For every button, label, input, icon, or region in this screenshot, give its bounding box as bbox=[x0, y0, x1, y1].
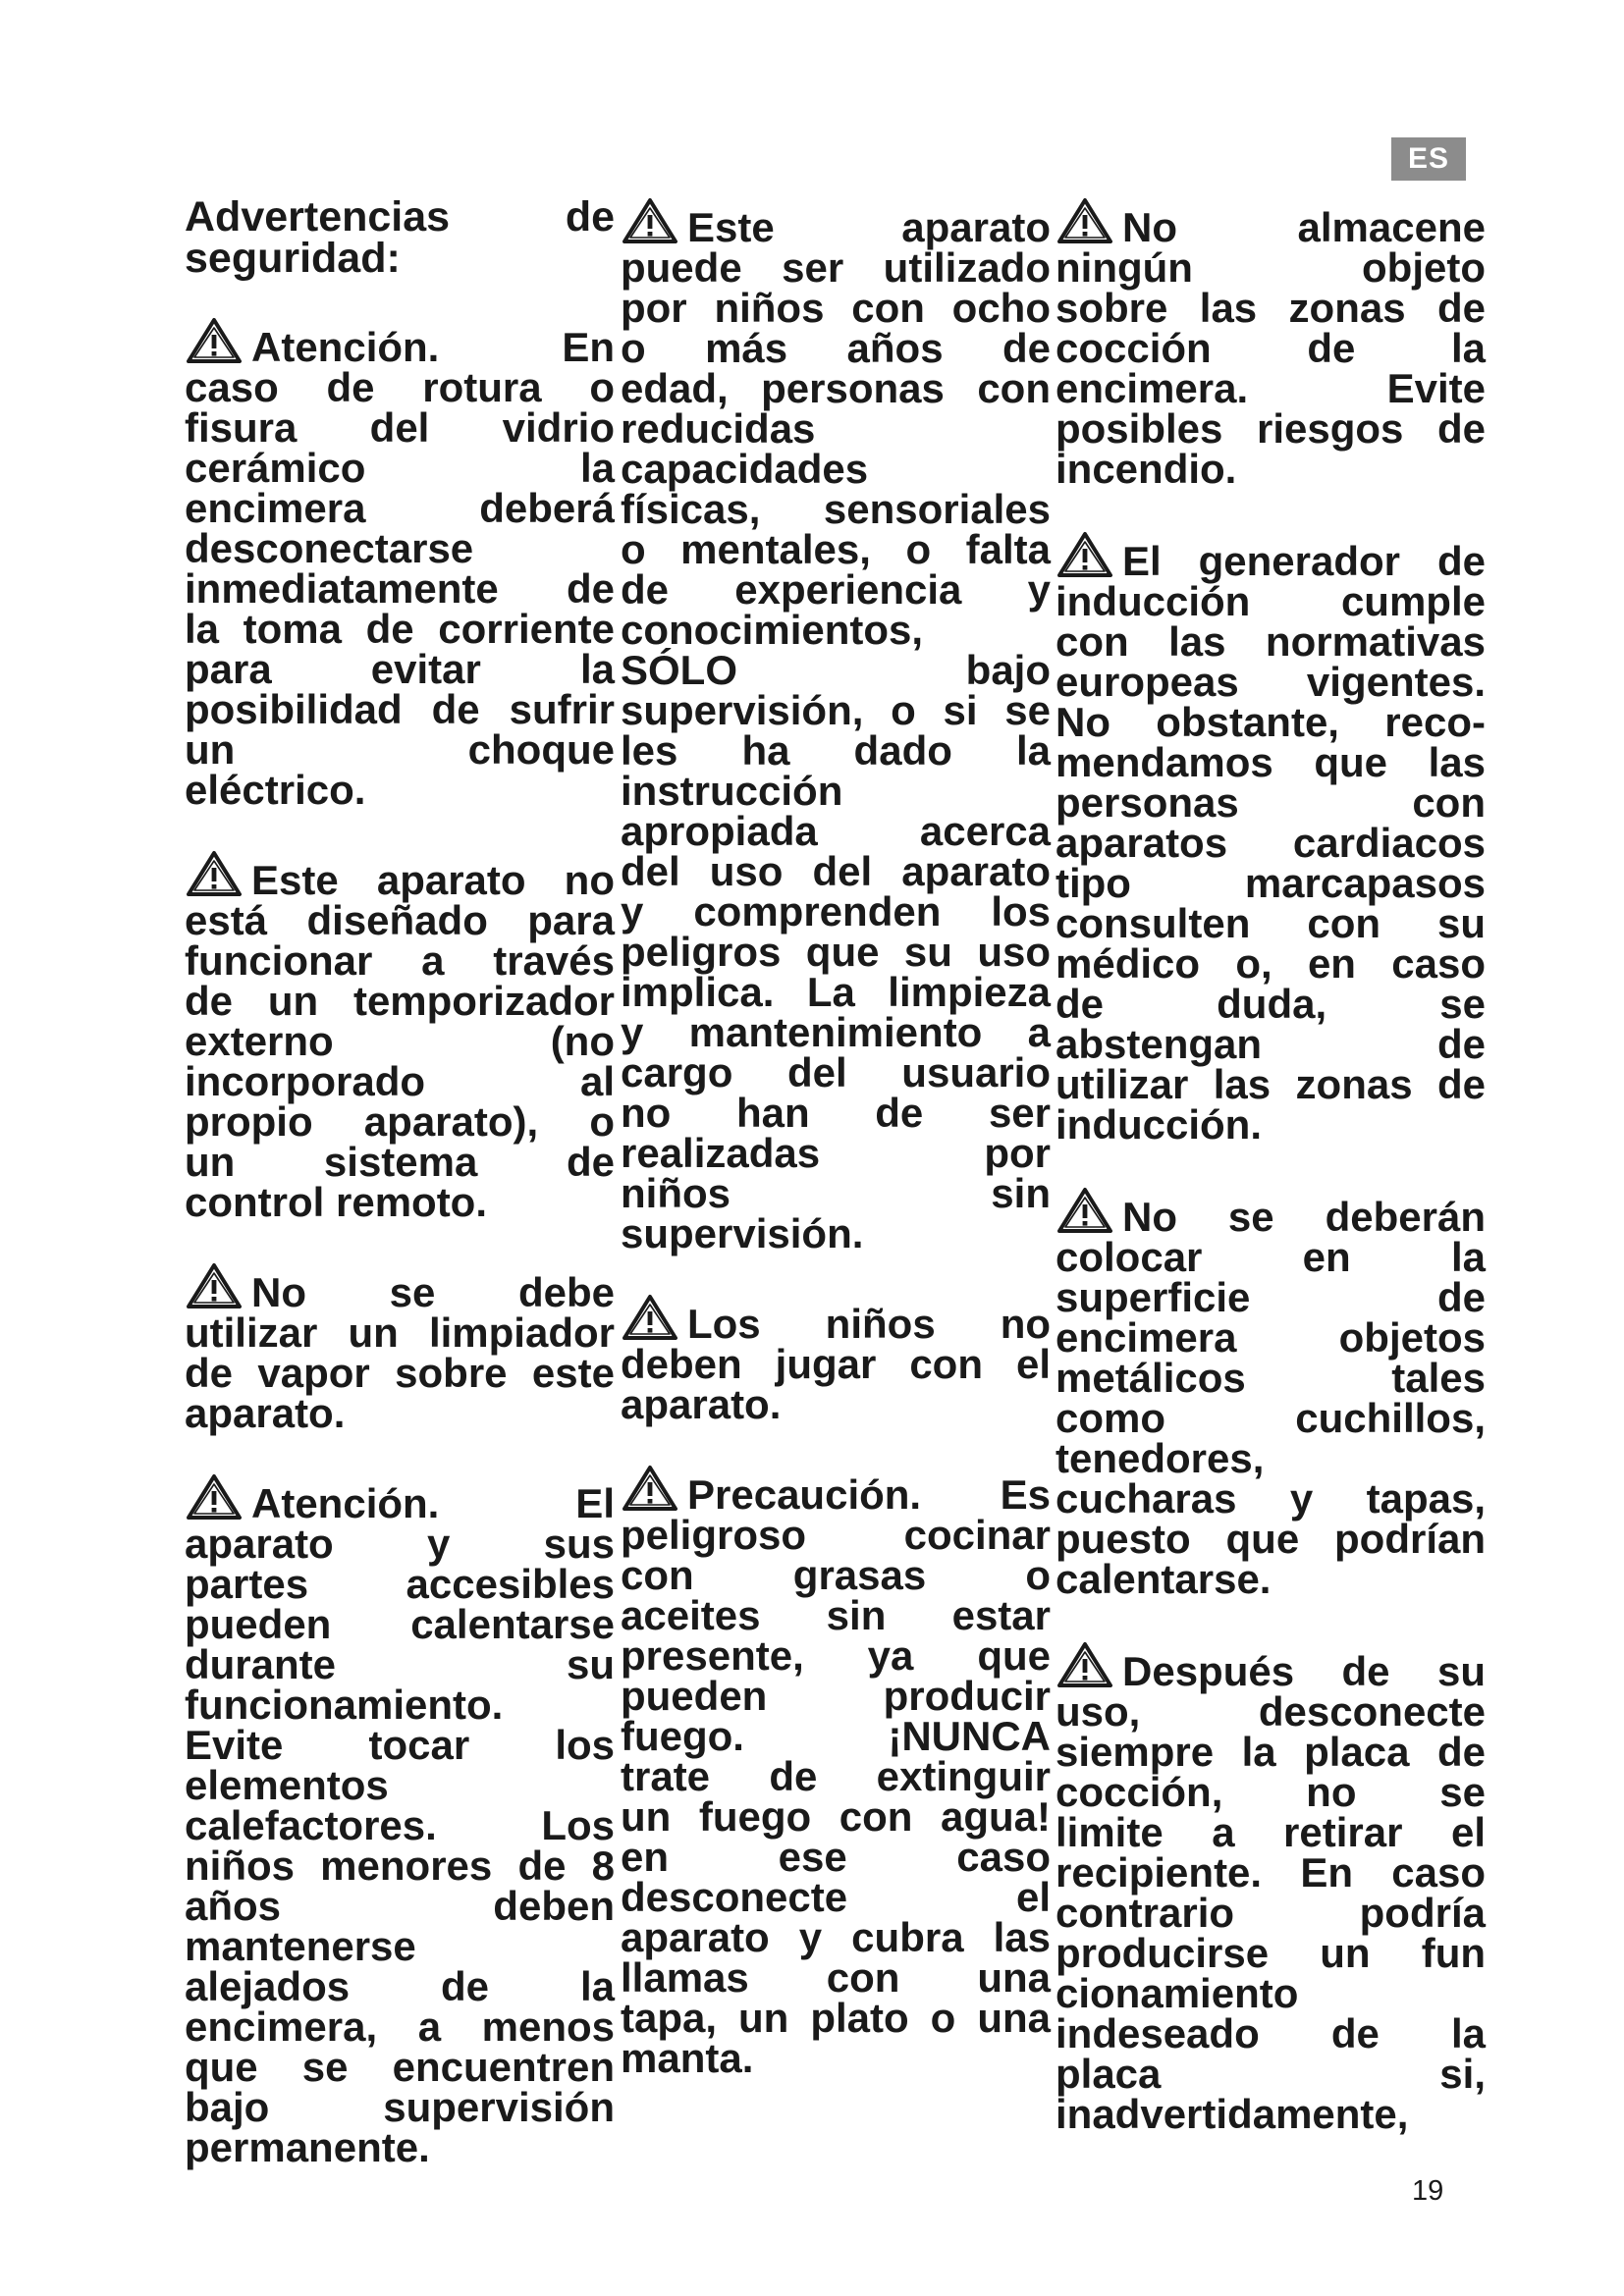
text-line bbox=[621, 1210, 1051, 1256]
line-text: cocción de la bbox=[1056, 325, 1486, 371]
line-text: inmediatamente de bbox=[185, 565, 615, 612]
text-line bbox=[1056, 1395, 1486, 1441]
line-text: presente, ya que bbox=[621, 1632, 1051, 1679]
text-line bbox=[185, 1923, 615, 1969]
line-text: un sistema de bbox=[185, 1139, 615, 1185]
warning-triangle-icon bbox=[185, 316, 244, 365]
line-text: no han de ser bbox=[621, 1090, 1051, 1136]
line-text: puede ser utilizado bbox=[621, 244, 1051, 291]
line-text: calentarse. bbox=[1056, 1556, 1272, 1602]
text-line bbox=[1056, 1556, 1486, 1602]
line-text: mendamos que las bbox=[1056, 739, 1486, 785]
warning-triangle-icon bbox=[621, 1293, 679, 1342]
line-text: aparatos cardiacos bbox=[1056, 820, 1486, 866]
line-text: llamas con una bbox=[621, 1954, 1051, 2001]
text-line bbox=[621, 405, 1051, 452]
line-text: conocimientos, bbox=[621, 607, 924, 653]
line-text: reducidas bbox=[621, 405, 816, 452]
text-line bbox=[185, 937, 615, 984]
line-text: placa si, bbox=[1056, 2051, 1486, 2097]
line-text: encimera objetos bbox=[1056, 1314, 1486, 1361]
text-line bbox=[621, 1995, 1051, 2041]
line-text: aparato y cubra las bbox=[621, 1914, 1051, 1960]
line-text: desconectarse bbox=[185, 525, 474, 571]
line-text: realizadas por bbox=[621, 1130, 1051, 1176]
line-text: bajo supervisión bbox=[185, 2084, 615, 2130]
text-line bbox=[1056, 1061, 1486, 1107]
text-line bbox=[621, 1293, 1051, 1347]
line-text: puesto que podrían bbox=[1056, 1516, 1486, 1562]
line-text: o más años de bbox=[621, 325, 1051, 371]
language-badge: ES bbox=[1391, 137, 1466, 181]
line-text: trate de extinguir bbox=[621, 1753, 1051, 1799]
text-line bbox=[185, 2084, 615, 2130]
warning-triangle-icon bbox=[185, 1472, 244, 1522]
line-text: durante su bbox=[185, 1641, 615, 1687]
text-line bbox=[185, 445, 615, 491]
line-text: edad, personas con bbox=[621, 365, 1051, 411]
text-line bbox=[185, 1802, 615, 1848]
text-line bbox=[185, 1722, 615, 1768]
text-line bbox=[185, 1601, 615, 1647]
line-text: posibilidad de sufrir bbox=[185, 686, 615, 732]
text-line bbox=[185, 1883, 615, 1929]
text-line bbox=[1056, 285, 1486, 331]
text-line bbox=[185, 2124, 615, 2170]
line-text: por niños con ocho bbox=[621, 285, 1051, 331]
text-line bbox=[1056, 446, 1486, 492]
text-line bbox=[185, 1762, 615, 1808]
text-line bbox=[1056, 1890, 1486, 1936]
text-line bbox=[621, 1753, 1051, 1799]
warning-marcapasos bbox=[1056, 530, 1486, 1148]
text-line bbox=[621, 969, 1051, 1015]
text-line bbox=[185, 525, 615, 571]
text-line bbox=[621, 446, 1051, 492]
line-text: fuego. ¡NUNCA bbox=[621, 1713, 1051, 1759]
text-line bbox=[1056, 860, 1486, 906]
text-line bbox=[621, 1632, 1051, 1679]
text-line bbox=[185, 1309, 615, 1356]
text-line bbox=[1056, 1435, 1486, 1481]
line-text: cucharas y tapas, bbox=[1056, 1475, 1486, 1522]
line-text: un choque bbox=[185, 726, 615, 773]
text-line bbox=[185, 193, 615, 240]
line-text: utilizar un limpiador bbox=[185, 1309, 615, 1356]
line-text: de duda, se bbox=[1056, 981, 1486, 1027]
text-line bbox=[621, 888, 1051, 934]
section-heading bbox=[185, 193, 615, 282]
line-text: con grasas o bbox=[621, 1552, 1051, 1598]
line-text: Atención. En bbox=[251, 324, 615, 370]
text-line bbox=[185, 404, 615, 451]
line-text: que se encuentren bbox=[185, 2044, 615, 2090]
warning-triangle-icon bbox=[1056, 530, 1114, 579]
line-text: les ha dado la bbox=[621, 727, 1051, 774]
line-text: encimera. Evite bbox=[1056, 365, 1486, 411]
text-line bbox=[621, 1914, 1051, 1960]
line-text: SÓLO bajo bbox=[621, 647, 1051, 693]
line-text: ningún objeto bbox=[1056, 244, 1486, 291]
line-text: niños menores de 8 bbox=[185, 1842, 615, 1889]
line-text: supervisión, o si se bbox=[621, 687, 1051, 733]
line-text: elementos bbox=[185, 1762, 389, 1808]
line-text: funcionamiento. bbox=[185, 1682, 504, 1728]
line-text: pueden calentarse bbox=[185, 1601, 615, 1647]
line-text: capacidades bbox=[621, 446, 869, 492]
text-line bbox=[185, 1058, 615, 1104]
line-text: encimera deberá bbox=[185, 485, 615, 531]
line-text: Advertencias de bbox=[185, 193, 615, 240]
column-1 bbox=[185, 193, 615, 2207]
text-line bbox=[1056, 739, 1486, 785]
line-text: manta. bbox=[621, 2035, 754, 2081]
line-text: peligros que su uso bbox=[621, 929, 1051, 975]
line-text: superficie de bbox=[1056, 1274, 1486, 1320]
text-line bbox=[621, 647, 1051, 693]
line-text: Este aparato no bbox=[251, 857, 615, 903]
line-text: niños sin bbox=[621, 1170, 1051, 1216]
line-text: aparato. bbox=[621, 1381, 782, 1427]
text-line bbox=[185, 1842, 615, 1889]
line-text: siempre la placa de bbox=[1056, 1729, 1486, 1775]
line-text: aparato. bbox=[185, 1390, 346, 1436]
text-line bbox=[621, 1009, 1051, 1055]
warning-triangle-icon bbox=[1056, 1186, 1114, 1235]
text-line bbox=[1056, 1355, 1486, 1401]
page-number: 19 bbox=[1412, 2175, 1444, 2207]
text-line bbox=[185, 1261, 615, 1315]
text-line bbox=[1056, 2010, 1486, 2056]
warning-triangle-icon bbox=[621, 1464, 679, 1513]
text-line bbox=[621, 244, 1051, 291]
text-line bbox=[621, 727, 1051, 774]
text-line bbox=[621, 1049, 1051, 1095]
line-text: de vapor sobre este bbox=[185, 1350, 615, 1396]
warning-triangle-icon bbox=[621, 196, 679, 245]
text-line bbox=[621, 1592, 1051, 1638]
text-line bbox=[621, 365, 1051, 411]
line-text: instrucción bbox=[621, 768, 843, 814]
text-line bbox=[621, 1341, 1051, 1387]
line-text: incendio. bbox=[1056, 446, 1237, 492]
line-text: aparato y sus bbox=[185, 1521, 615, 1567]
line-text: incorporado al bbox=[185, 1058, 615, 1104]
line-text: implica. La limpieza bbox=[621, 969, 1051, 1015]
text-line bbox=[1056, 1970, 1486, 2016]
line-text: caso de rotura o bbox=[185, 364, 615, 410]
text-line bbox=[1056, 1516, 1486, 1562]
warning-temporizador bbox=[185, 849, 615, 1225]
text-line bbox=[185, 606, 615, 652]
text-line bbox=[1056, 618, 1486, 665]
text-line bbox=[185, 485, 615, 531]
text-line bbox=[185, 767, 615, 813]
line-text: partes accesibles bbox=[185, 1561, 615, 1607]
line-text: control remoto. bbox=[185, 1179, 488, 1225]
text-line bbox=[185, 646, 615, 692]
text-line bbox=[1056, 779, 1486, 826]
text-line bbox=[185, 726, 615, 773]
text-line bbox=[185, 1472, 615, 1526]
text-line bbox=[1056, 325, 1486, 371]
text-line bbox=[185, 897, 615, 943]
line-text: con las normativas bbox=[1056, 618, 1486, 665]
text-line bbox=[1056, 1688, 1486, 1735]
line-text: en ese caso bbox=[621, 1834, 1051, 1880]
line-text: personas con bbox=[1056, 779, 1486, 826]
text-line bbox=[621, 1834, 1051, 1880]
line-text: la toma de corriente bbox=[185, 606, 615, 652]
text-line bbox=[1056, 578, 1486, 624]
text-line bbox=[621, 1713, 1051, 1759]
line-text: seguridad: bbox=[185, 235, 401, 282]
line-text: encimera, a menos bbox=[185, 2003, 615, 2050]
text-line bbox=[621, 285, 1051, 331]
line-text: abstengan de bbox=[1056, 1021, 1486, 1067]
text-line bbox=[1056, 699, 1486, 745]
line-text: recipiente. En caso bbox=[1056, 1849, 1486, 1896]
text-line bbox=[621, 687, 1051, 733]
line-text: médico o, en caso bbox=[1056, 940, 1486, 987]
line-text: alejados de la bbox=[185, 1963, 615, 2009]
line-text: Atención. El bbox=[251, 1480, 615, 1526]
text-line bbox=[185, 978, 615, 1024]
text-line bbox=[621, 929, 1051, 975]
text-line bbox=[185, 235, 615, 282]
line-text: producirse un fun bbox=[1056, 1930, 1486, 1976]
warning-triangle-icon bbox=[185, 1261, 244, 1310]
line-text: cerámico la bbox=[185, 445, 615, 491]
text-line bbox=[621, 607, 1051, 653]
line-text: desconecte el bbox=[621, 1874, 1051, 1920]
warning-ninos-jugar bbox=[621, 1293, 1051, 1427]
column-2 bbox=[621, 196, 1051, 2117]
text-line bbox=[1056, 1930, 1486, 1976]
warning-triangle-icon bbox=[1056, 1640, 1114, 1689]
text-line bbox=[185, 364, 615, 410]
text-line bbox=[185, 1521, 615, 1567]
text-line bbox=[621, 808, 1051, 854]
line-text: años deben bbox=[185, 1883, 615, 1929]
warning-grasas-aceites bbox=[621, 1464, 1051, 2081]
line-text: inducción cumple bbox=[1056, 578, 1486, 624]
text-line bbox=[185, 1139, 615, 1185]
text-line bbox=[1056, 940, 1486, 987]
text-line bbox=[621, 1464, 1051, 1518]
text-line bbox=[621, 1552, 1051, 1598]
line-text: mantenerse bbox=[185, 1923, 416, 1969]
text-line bbox=[185, 2044, 615, 2090]
text-line bbox=[1056, 2091, 1486, 2137]
text-line bbox=[1056, 1475, 1486, 1522]
line-text: o mentales, o falta bbox=[621, 526, 1051, 572]
text-line bbox=[621, 1954, 1051, 2001]
line-text: del uso del aparato bbox=[621, 848, 1051, 894]
warning-no-almacenar bbox=[1056, 196, 1486, 492]
text-line bbox=[1056, 244, 1486, 291]
warning-uso-ninos bbox=[621, 196, 1051, 1254]
line-text: tipo marcapasos bbox=[1056, 860, 1486, 906]
text-line bbox=[185, 849, 615, 903]
text-line bbox=[185, 2003, 615, 2050]
line-text: El generador de bbox=[1122, 538, 1486, 584]
text-line bbox=[621, 1170, 1051, 1216]
text-line bbox=[1056, 1021, 1486, 1067]
text-line bbox=[1056, 2051, 1486, 2097]
line-text: uso, desconecte bbox=[1056, 1688, 1486, 1735]
text-line bbox=[1056, 1186, 1486, 1240]
text-line bbox=[1056, 365, 1486, 411]
text-line bbox=[621, 2035, 1051, 2081]
line-text: cocción, no se bbox=[1056, 1769, 1486, 1815]
line-text: utilizar las zonas de bbox=[1056, 1061, 1486, 1107]
text-line bbox=[185, 1682, 615, 1728]
line-text: cionamiento bbox=[1056, 1970, 1299, 2016]
line-text: eléctrico. bbox=[185, 767, 366, 813]
line-text: colocar en la bbox=[1056, 1234, 1486, 1280]
line-text: Precaución. Es bbox=[687, 1471, 1051, 1518]
line-text: limite a retirar el bbox=[1056, 1809, 1486, 1855]
text-line bbox=[185, 316, 615, 370]
text-line bbox=[1056, 1849, 1486, 1896]
line-text: propio aparato), o bbox=[185, 1098, 615, 1145]
line-text: inducción. bbox=[1056, 1101, 1262, 1148]
text-line bbox=[1056, 659, 1486, 705]
text-line bbox=[621, 1793, 1051, 1840]
text-line bbox=[1056, 196, 1486, 250]
line-text: un fuego con agua! bbox=[621, 1793, 1051, 1840]
line-text: sobre las zonas de bbox=[1056, 285, 1486, 331]
line-text: y comprenden los bbox=[621, 888, 1051, 934]
text-line bbox=[185, 1963, 615, 2009]
text-line bbox=[621, 1090, 1051, 1136]
text-line bbox=[185, 1098, 615, 1145]
line-text: tapa, un plato o una bbox=[621, 1995, 1051, 2041]
line-text: para evitar la bbox=[185, 646, 615, 692]
text-line bbox=[185, 1018, 615, 1064]
line-text: como cuchillos, bbox=[1056, 1395, 1486, 1441]
line-text: y mantenimiento a bbox=[621, 1009, 1051, 1055]
text-line bbox=[185, 1350, 615, 1396]
text-line bbox=[1056, 1314, 1486, 1361]
line-text: externo (no bbox=[185, 1018, 615, 1064]
warning-triangle-icon bbox=[1056, 196, 1114, 245]
text-line bbox=[621, 325, 1051, 371]
text-line bbox=[185, 1561, 615, 1607]
text-line bbox=[1056, 530, 1486, 584]
line-text: inadvertidamente, bbox=[1056, 2091, 1409, 2137]
warning-objetos-metalicos bbox=[1056, 1186, 1486, 1602]
line-text: metálicos tales bbox=[1056, 1355, 1486, 1401]
text-line bbox=[1056, 1640, 1486, 1694]
warning-partes-calientes bbox=[185, 1472, 615, 2170]
line-text: cargo del usuario bbox=[621, 1049, 1051, 1095]
line-text: deben jugar con el bbox=[621, 1341, 1051, 1387]
text-line bbox=[621, 848, 1051, 894]
line-text: fisura del vidrio bbox=[185, 404, 615, 451]
text-line bbox=[1056, 1769, 1486, 1815]
line-text: permanente. bbox=[185, 2124, 430, 2170]
line-text: Este aparato bbox=[687, 204, 1051, 250]
text-line bbox=[621, 566, 1051, 613]
text-line bbox=[621, 1874, 1051, 1920]
column-3 bbox=[1056, 196, 1486, 2175]
text-line bbox=[185, 686, 615, 732]
warning-limpiador-vapor bbox=[185, 1261, 615, 1436]
line-text: Los niños no bbox=[687, 1301, 1051, 1347]
text-line bbox=[1056, 405, 1486, 452]
line-text: europeas vigentes. bbox=[1056, 659, 1486, 705]
text-line bbox=[621, 196, 1051, 250]
line-text: Evite tocar los bbox=[185, 1722, 615, 1768]
text-line bbox=[1056, 1234, 1486, 1280]
text-line bbox=[621, 1381, 1051, 1427]
text-line bbox=[1056, 1274, 1486, 1320]
line-text: No almacene bbox=[1122, 204, 1486, 250]
text-line bbox=[1056, 981, 1486, 1027]
line-text: posibles riesgos de bbox=[1056, 405, 1486, 452]
line-text: aceites sin estar bbox=[621, 1592, 1051, 1638]
line-text: consulten con su bbox=[1056, 900, 1486, 946]
text-line bbox=[1056, 1101, 1486, 1148]
line-text: tenedores, bbox=[1056, 1435, 1265, 1481]
text-line bbox=[1056, 820, 1486, 866]
text-line bbox=[621, 526, 1051, 572]
text-line bbox=[621, 486, 1051, 532]
warning-rotura bbox=[185, 316, 615, 813]
line-text: No se deberán bbox=[1122, 1194, 1486, 1240]
text-line bbox=[185, 1179, 615, 1225]
text-line bbox=[1056, 900, 1486, 946]
line-text: peligroso cocinar bbox=[621, 1512, 1051, 1558]
text-line bbox=[621, 1130, 1051, 1176]
warning-desconectar bbox=[1056, 1640, 1486, 2137]
line-text: No se debe bbox=[251, 1269, 615, 1315]
line-text: indeseado de la bbox=[1056, 2010, 1486, 2056]
line-text: contrario podría bbox=[1056, 1890, 1486, 1936]
line-text: de experiencia y bbox=[621, 566, 1051, 613]
line-text: calefactores. Los bbox=[185, 1802, 615, 1848]
line-text: Después de su bbox=[1122, 1648, 1486, 1694]
line-text: apropiada acerca bbox=[621, 808, 1051, 854]
text-line bbox=[621, 1673, 1051, 1719]
text-line bbox=[621, 1512, 1051, 1558]
line-text: supervisión. bbox=[621, 1210, 864, 1256]
text-line bbox=[185, 1390, 615, 1436]
line-text: está diseñado para bbox=[185, 897, 615, 943]
text-line bbox=[1056, 1729, 1486, 1775]
text-line bbox=[185, 565, 615, 612]
line-text: No obstante, reco- bbox=[1056, 699, 1486, 745]
text-line bbox=[185, 1641, 615, 1687]
warning-triangle-icon bbox=[185, 849, 244, 898]
text-line bbox=[621, 768, 1051, 814]
line-text: funcionar a través bbox=[185, 937, 615, 984]
line-text: físicas, sensoriales bbox=[621, 486, 1051, 532]
line-text: pueden producir bbox=[621, 1673, 1051, 1719]
text-line bbox=[1056, 1809, 1486, 1855]
line-text: de un temporizador bbox=[185, 978, 615, 1024]
